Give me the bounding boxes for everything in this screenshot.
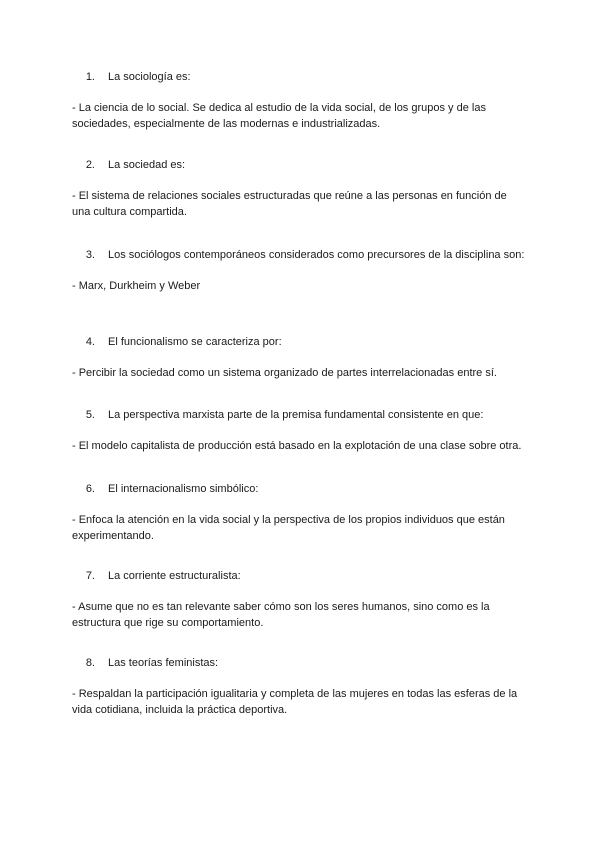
- question-text: La corriente estructuralista:: [108, 570, 241, 582]
- question-1: [72, 70, 527, 85]
- question-number: 4.: [85, 336, 95, 348]
- question-number: 7.: [85, 570, 95, 582]
- answer-8: - Respaldan la participación igualitaria y completa de las mujeres en todas las esferas de la vida cotidiana, incluida la práctica deportiva.: [72, 688, 518, 716]
- question-text: El funcionalismo se caracteriza por:: [108, 336, 282, 348]
- question-text: Los sociólogos contemporáneos considerados como precursores de la disciplina son:: [108, 249, 525, 261]
- question-number: 3.: [85, 249, 95, 261]
- qa-item-3: [72, 248, 527, 294]
- answer-6: - Enfoca la atención en la vida social y la perspectiva de los propios individuos que están experimentando.: [72, 514, 505, 542]
- question-number: 1.: [85, 71, 95, 83]
- question-text: La perspectiva marxista parte de la premisa fundamental consistente en que:: [108, 409, 484, 421]
- question-6: [72, 482, 527, 497]
- qa-item-4: [72, 335, 527, 381]
- question-text: Las teorías feministas:: [108, 657, 219, 669]
- question-5: [72, 408, 527, 423]
- question-number: 2.: [85, 159, 95, 171]
- question-number: 6.: [85, 483, 95, 495]
- qa-item-2: [72, 158, 527, 220]
- question-8: [72, 656, 527, 671]
- qa-item-1: [72, 70, 527, 132]
- question-2: [72, 158, 527, 173]
- answer-7: - Asume que no es tan relevante saber cómo son los seres humanos, sino como es la estructura que rige su comportamiento.: [72, 601, 490, 629]
- question-3: [72, 248, 527, 263]
- qa-item-8: [72, 656, 527, 718]
- question-text: La sociología es:: [108, 71, 191, 83]
- answer-2: - El sistema de relaciones sociales estructuradas que reúne a las personas en función de una cultura compartida.: [72, 190, 507, 218]
- qa-item-5: [72, 408, 527, 454]
- question-number: 8.: [85, 657, 95, 669]
- answer-5: - El modelo capitalista de producción está basado en la explotación de una clase sobre otra.: [72, 440, 522, 452]
- question-number: 5.: [85, 409, 95, 421]
- question-7: [72, 569, 527, 584]
- answer-4: - Percibir la sociedad como un sistema organizado de partes interrelacionadas entre sí.: [72, 367, 497, 379]
- qa-item-7: [72, 569, 527, 631]
- answer-3: - Marx, Durkheim y Weber: [72, 280, 201, 292]
- qa-item-6: [72, 482, 527, 544]
- question-text: El internacionalismo simbólico:: [108, 483, 259, 495]
- question-4: [72, 335, 527, 350]
- answer-1: - La ciencia de lo social. Se dedica al estudio de la vida social, de los grupos y de las sociedades, especialmente de las modernas e industrializadas.: [72, 102, 486, 130]
- question-text: La sociedad es:: [108, 159, 186, 171]
